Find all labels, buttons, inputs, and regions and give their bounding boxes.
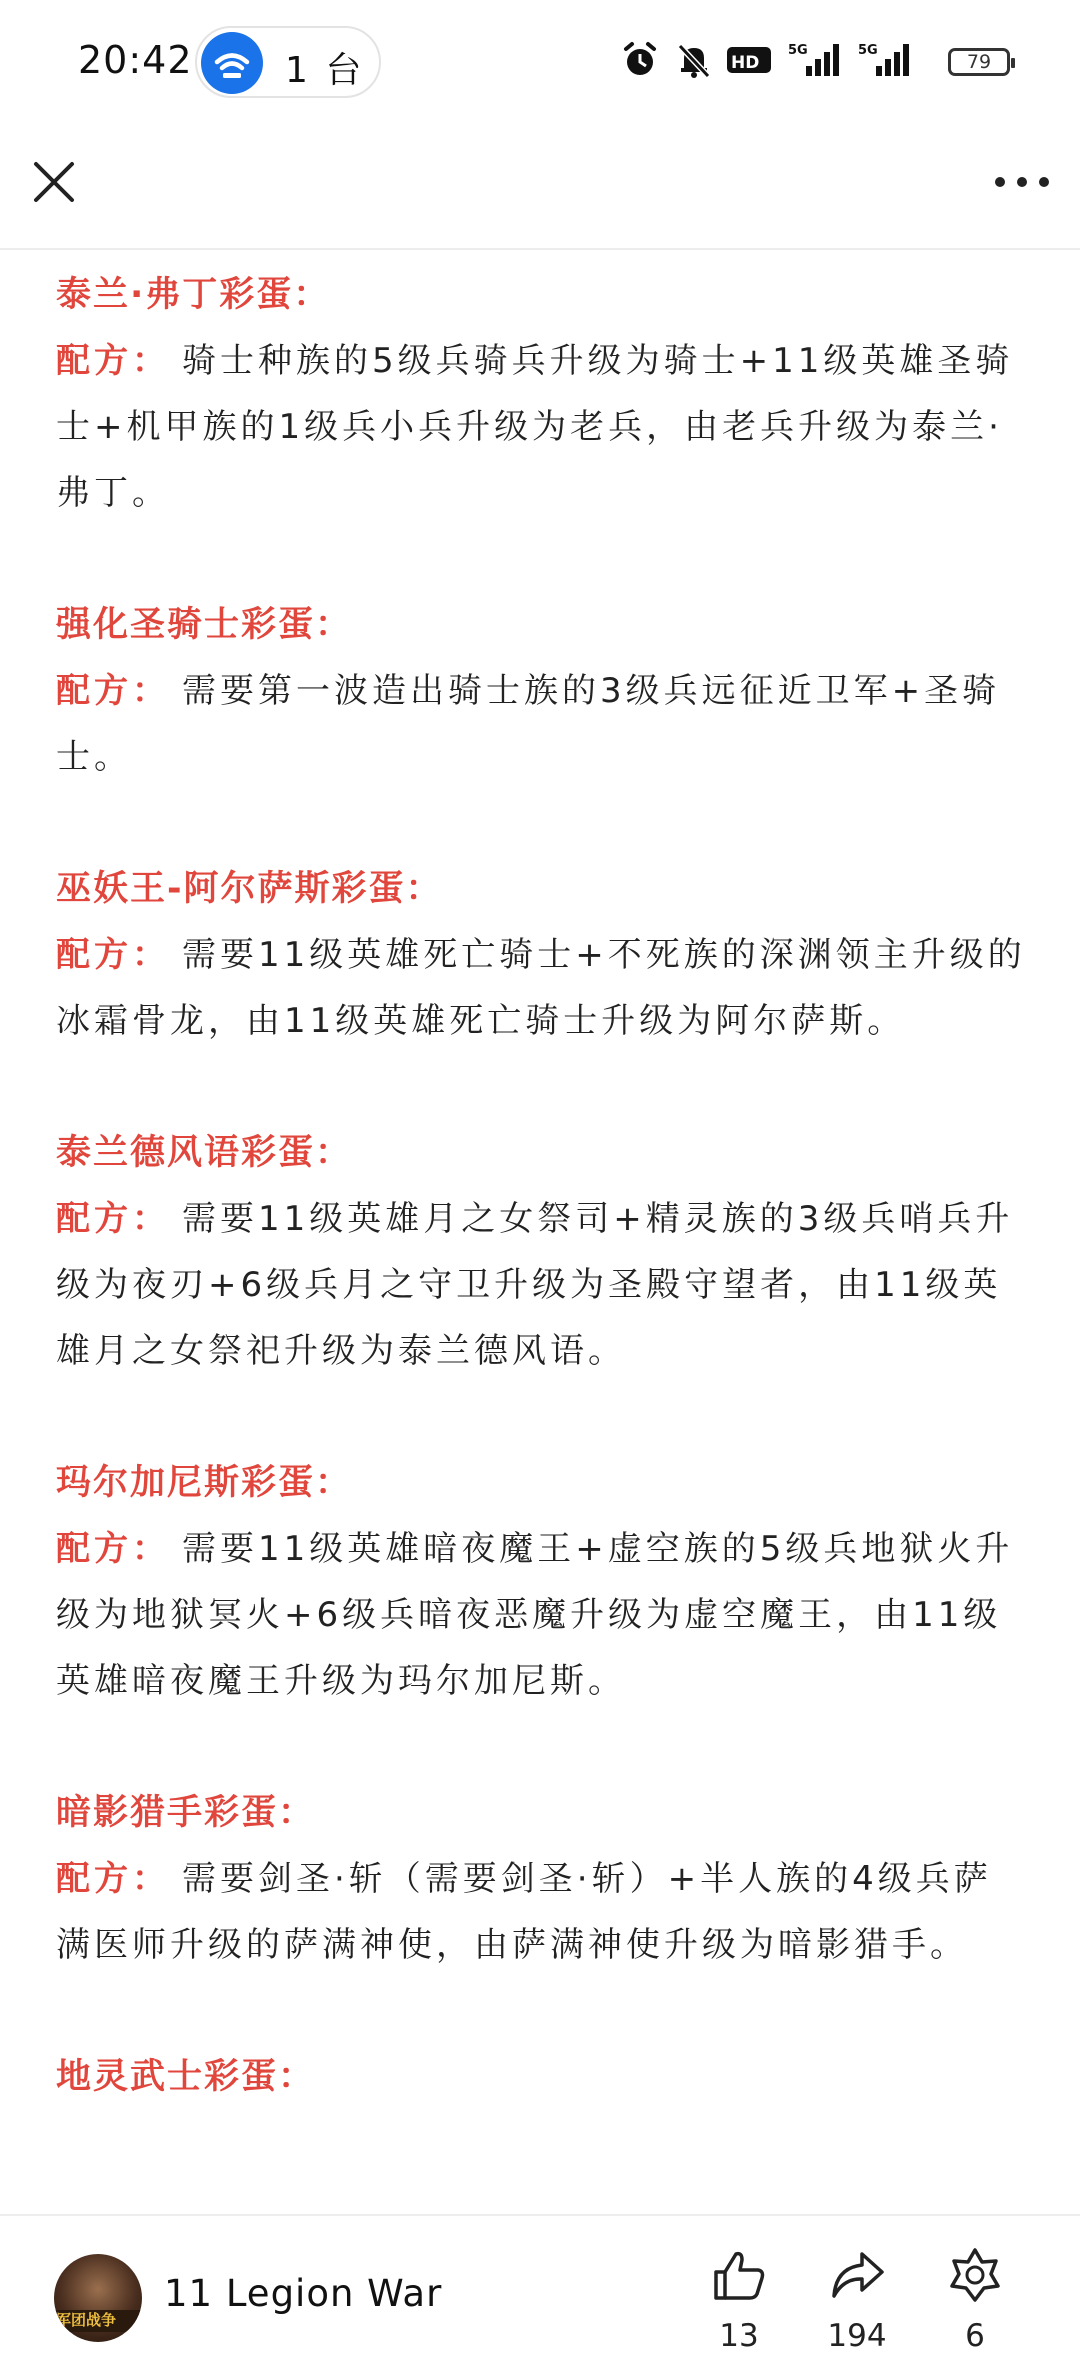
network-label: 5G	[858, 43, 878, 58]
section-title: 暗影猎手彩蛋：	[56, 1793, 316, 1833]
recipe-label: 配方：	[56, 671, 170, 711]
easter-egg-section	[56, 1120, 1026, 1384]
easter-egg-section	[56, 856, 1026, 1054]
easter-egg-section	[56, 2044, 1026, 2110]
section-body	[56, 922, 1026, 1054]
section-body	[56, 658, 1026, 790]
easter-egg-section	[56, 262, 1026, 526]
section-title: 泰兰·弗丁彩蛋：	[56, 275, 331, 315]
avatar-logo-text: 军团战争	[56, 2311, 117, 2329]
recipe-text: 骑士种族的5级兵骑兵升级为骑士+11级英雄圣骑士+机甲族的1级兵小兵升级为老兵，由老兵升级为泰兰·弗丁。	[56, 341, 1014, 513]
favorite-count: 6	[965, 2318, 985, 2354]
section-title: 泰兰德风语彩蛋：	[56, 1133, 353, 1173]
recipe-label: 配方：	[56, 1529, 170, 1569]
share-icon	[828, 2246, 886, 2304]
status-bar	[0, 0, 1080, 130]
signal-5g-icon	[858, 40, 910, 80]
status-icons	[620, 40, 1010, 90]
recipe-label: 配方：	[56, 341, 170, 381]
signal-5g-icon	[788, 40, 840, 80]
recipe-label: 配方：	[56, 935, 170, 975]
close-button[interactable]	[24, 152, 84, 212]
section-body	[56, 1846, 1026, 1978]
hotspot-device-count: 1 台	[285, 50, 365, 91]
content-fade	[0, 2150, 1080, 2214]
recipe-text: 需要第一波造出骑士族的3级兵远征近卫军+圣骑士。	[56, 671, 1001, 777]
like-button[interactable]	[684, 2246, 794, 2354]
section-title: 地灵武士彩蛋：	[56, 2057, 316, 2097]
battery-indicator: 79	[948, 48, 1010, 76]
section-title: 强化圣骑士彩蛋：	[56, 605, 353, 645]
easter-egg-section	[56, 592, 1026, 790]
mute-bell-icon	[674, 40, 714, 80]
share-button[interactable]	[802, 2246, 912, 2354]
recipe-label: 配方：	[56, 1859, 170, 1899]
network-label: 5G	[788, 43, 808, 58]
status-time: 20:42	[78, 38, 193, 82]
section-title: 巫妖王-阿尔萨斯彩蛋：	[56, 869, 443, 909]
hotspot-pill[interactable]	[195, 26, 381, 98]
recipe-text: 需要11级英雄暗夜魔王+虚空族的5级兵地狱火升级为地狱冥火+6级兵暗夜恶魔升级为虚空魔王，由11级英雄暗夜魔王升级为玛尔加尼斯。	[56, 1529, 1014, 1701]
recipe-label: 配方：	[56, 1199, 170, 1239]
bottom-action-bar	[0, 2214, 1080, 2378]
recommend-star-icon	[946, 2246, 1004, 2304]
section-body	[56, 328, 1026, 526]
more-options-button[interactable]	[992, 162, 1052, 202]
section-body	[56, 1516, 1026, 1714]
section-title: 玛尔加尼斯彩蛋：	[56, 1463, 353, 1503]
section-body	[56, 1186, 1026, 1384]
top-nav-bar	[0, 130, 1080, 250]
easter-egg-section	[56, 1450, 1026, 1714]
wifi-hotspot-icon	[201, 32, 263, 94]
easter-egg-section	[56, 1780, 1026, 1978]
hd-label: HD	[731, 53, 760, 73]
article-content	[56, 262, 1026, 2176]
close-icon	[24, 152, 84, 212]
like-count: 13	[719, 2318, 759, 2354]
avatar[interactable]	[54, 2254, 142, 2342]
recipe-text: 需要11级英雄月之女祭司+精灵族的3级兵哨兵升级为夜刃+6级兵月之守卫升级为圣殿守望者，由11级英雄月之女祭祀升级为泰兰德风语。	[56, 1199, 1014, 1371]
hd-icon	[726, 40, 772, 80]
author-name[interactable]: 11 Legion War	[164, 2272, 443, 2315]
share-count: 194	[827, 2318, 887, 2354]
more-icon	[992, 162, 1052, 202]
recipe-text: 需要11级英雄死亡骑士+不死族的深渊领主升级的冰霜骨龙，由11级英雄死亡骑士升级为阿尔萨斯。	[56, 935, 1026, 1041]
thumbs-up-icon	[710, 2246, 768, 2304]
alarm-icon	[620, 40, 660, 80]
favorite-button[interactable]	[920, 2246, 1030, 2354]
recipe-text: 需要剑圣·斩（需要剑圣·斩）+半人族的4级兵萨满医师升级的萨满神使，由萨满神使升级为暗影猎手。	[56, 1859, 992, 1965]
